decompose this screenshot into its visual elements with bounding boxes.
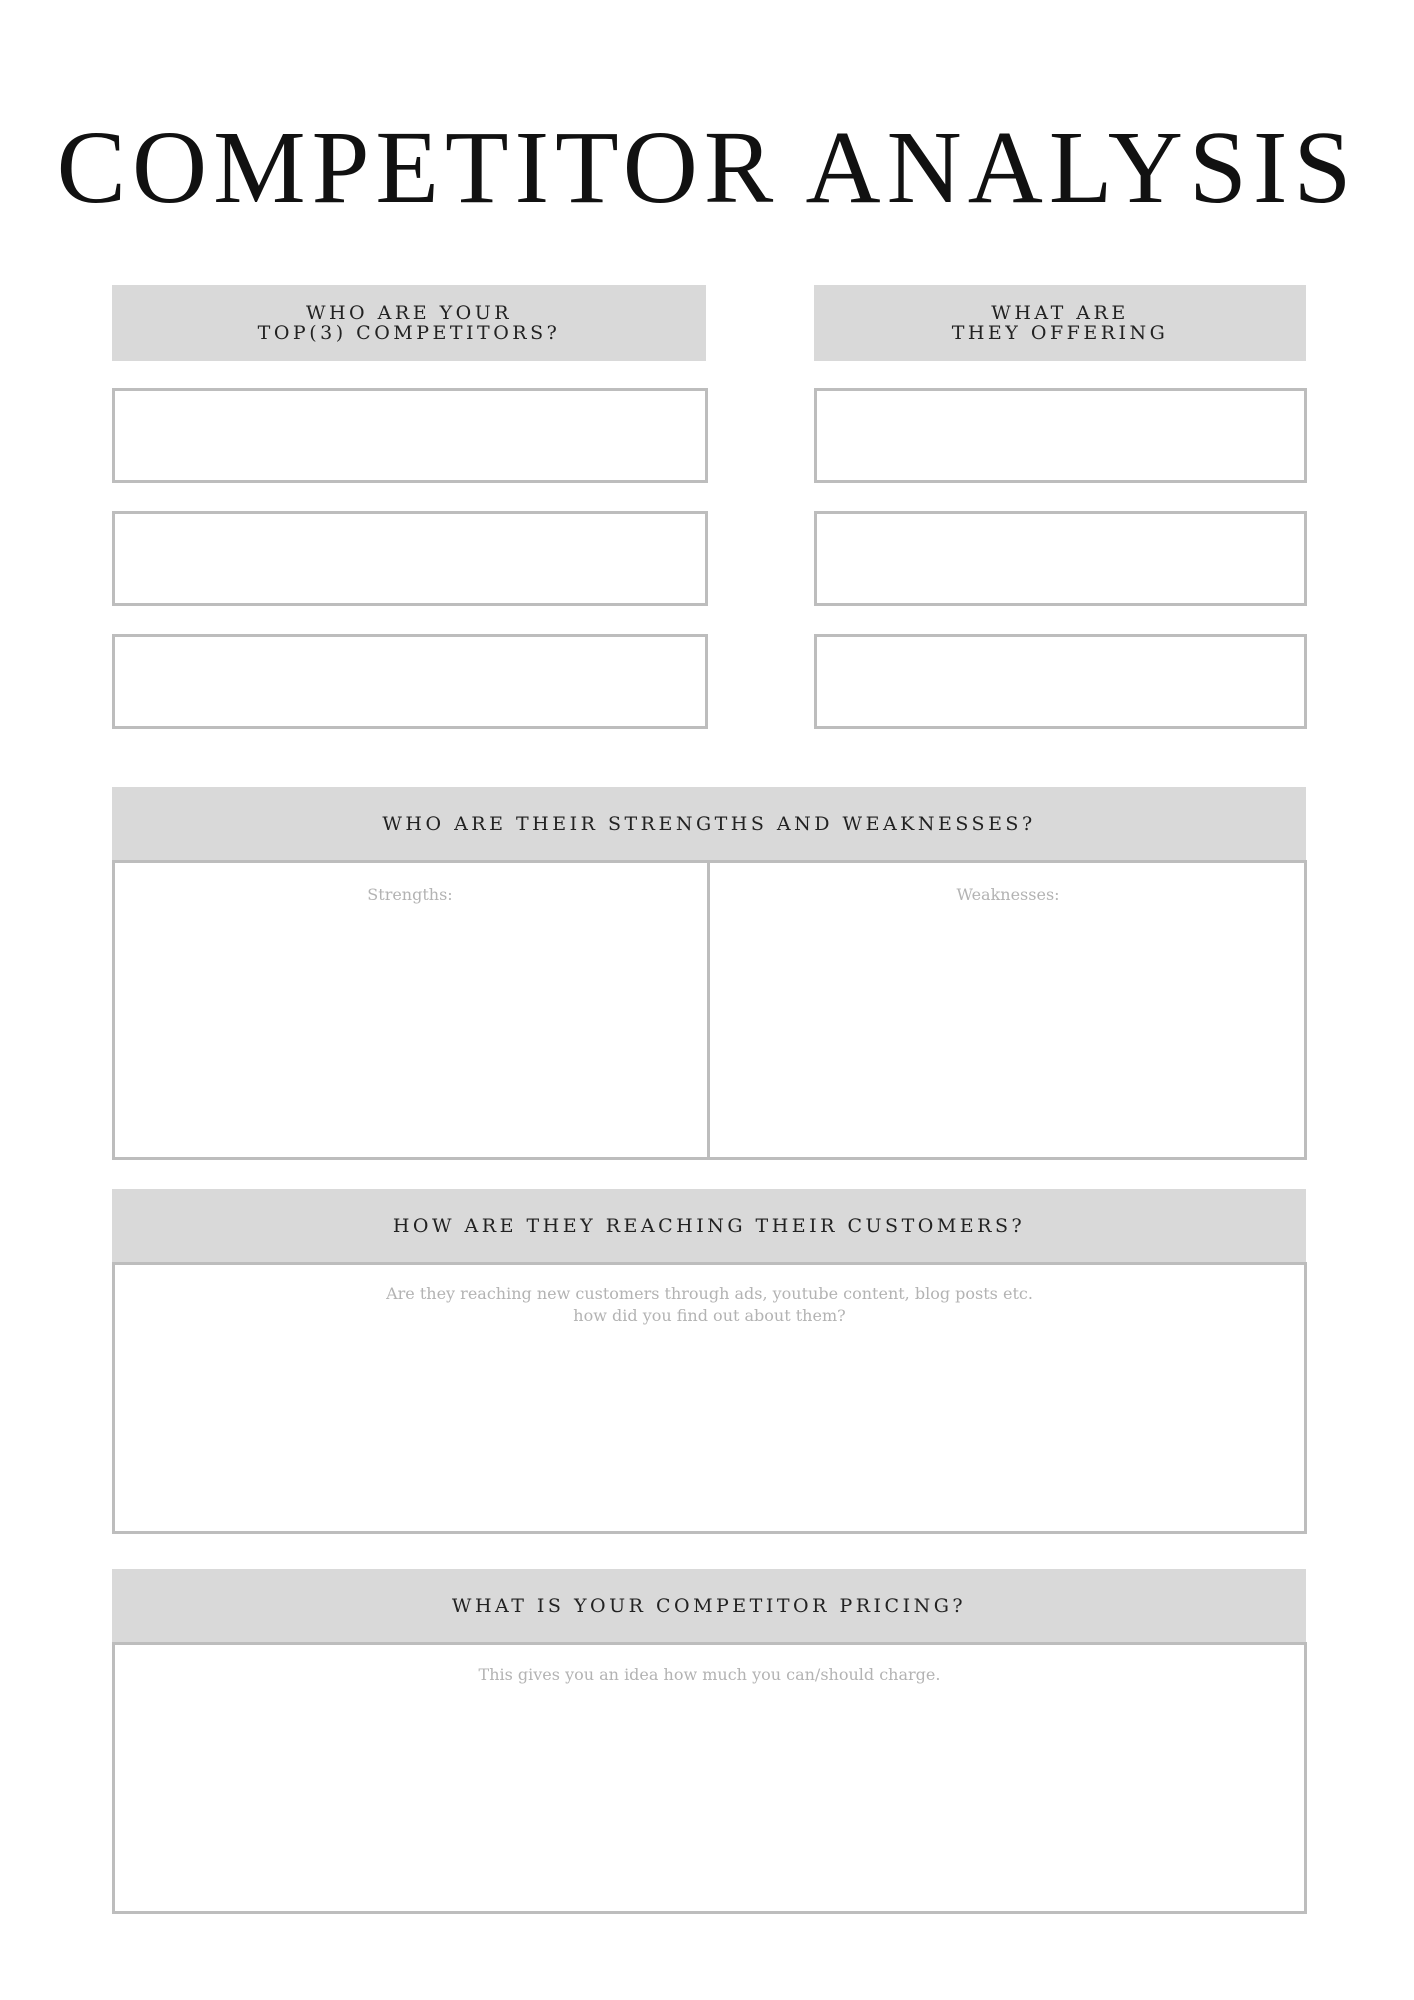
weaknesses-field[interactable] — [710, 863, 1304, 1157]
competitor-field-1[interactable] — [112, 388, 708, 483]
competitors-header-line2: TOP(3) COMPETITORS? — [257, 322, 561, 344]
strengths-field[interactable] — [115, 863, 707, 1157]
pricing-header — [112, 1569, 1306, 1643]
weaknesses-label: Weaknesses: — [956, 885, 1060, 904]
offering-field-3[interactable] — [814, 634, 1307, 729]
offering-header-line1: WHAT ARE — [991, 302, 1129, 324]
strengths-weaknesses-header-text: WHO ARE THEIR STRENGTHS AND WEAKNESSES? — [382, 813, 1036, 835]
reaching-hint-line2: how did you find out about them? — [573, 1306, 846, 1325]
offering-header — [814, 285, 1306, 361]
reaching-hint-line1: Are they reaching new customers through ads, youtube content, blog posts etc. — [386, 1284, 1033, 1303]
competitor-field-2[interactable] — [112, 511, 708, 606]
page-title: COMPETITOR ANALYSIS — [56, 110, 1358, 225]
strengths-weaknesses-header — [112, 787, 1306, 861]
competitors-header-line1: WHO ARE YOUR — [305, 302, 513, 324]
offering-header-line2: THEY OFFERING — [951, 322, 1169, 344]
offering-field-2[interactable] — [814, 511, 1307, 606]
competitor-field-3[interactable] — [112, 634, 708, 729]
pricing-hint: This gives you an idea how much you can/should charge. — [478, 1665, 941, 1684]
reaching-header — [112, 1189, 1306, 1263]
competitors-header — [112, 285, 706, 361]
pricing-header-text: WHAT IS YOUR COMPETITOR PRICING? — [451, 1595, 967, 1617]
strengths-label: Strengths: — [367, 885, 453, 904]
offering-field-1[interactable] — [814, 388, 1307, 483]
reaching-header-text: HOW ARE THEY REACHING THEIR CUSTOMERS? — [392, 1215, 1026, 1237]
